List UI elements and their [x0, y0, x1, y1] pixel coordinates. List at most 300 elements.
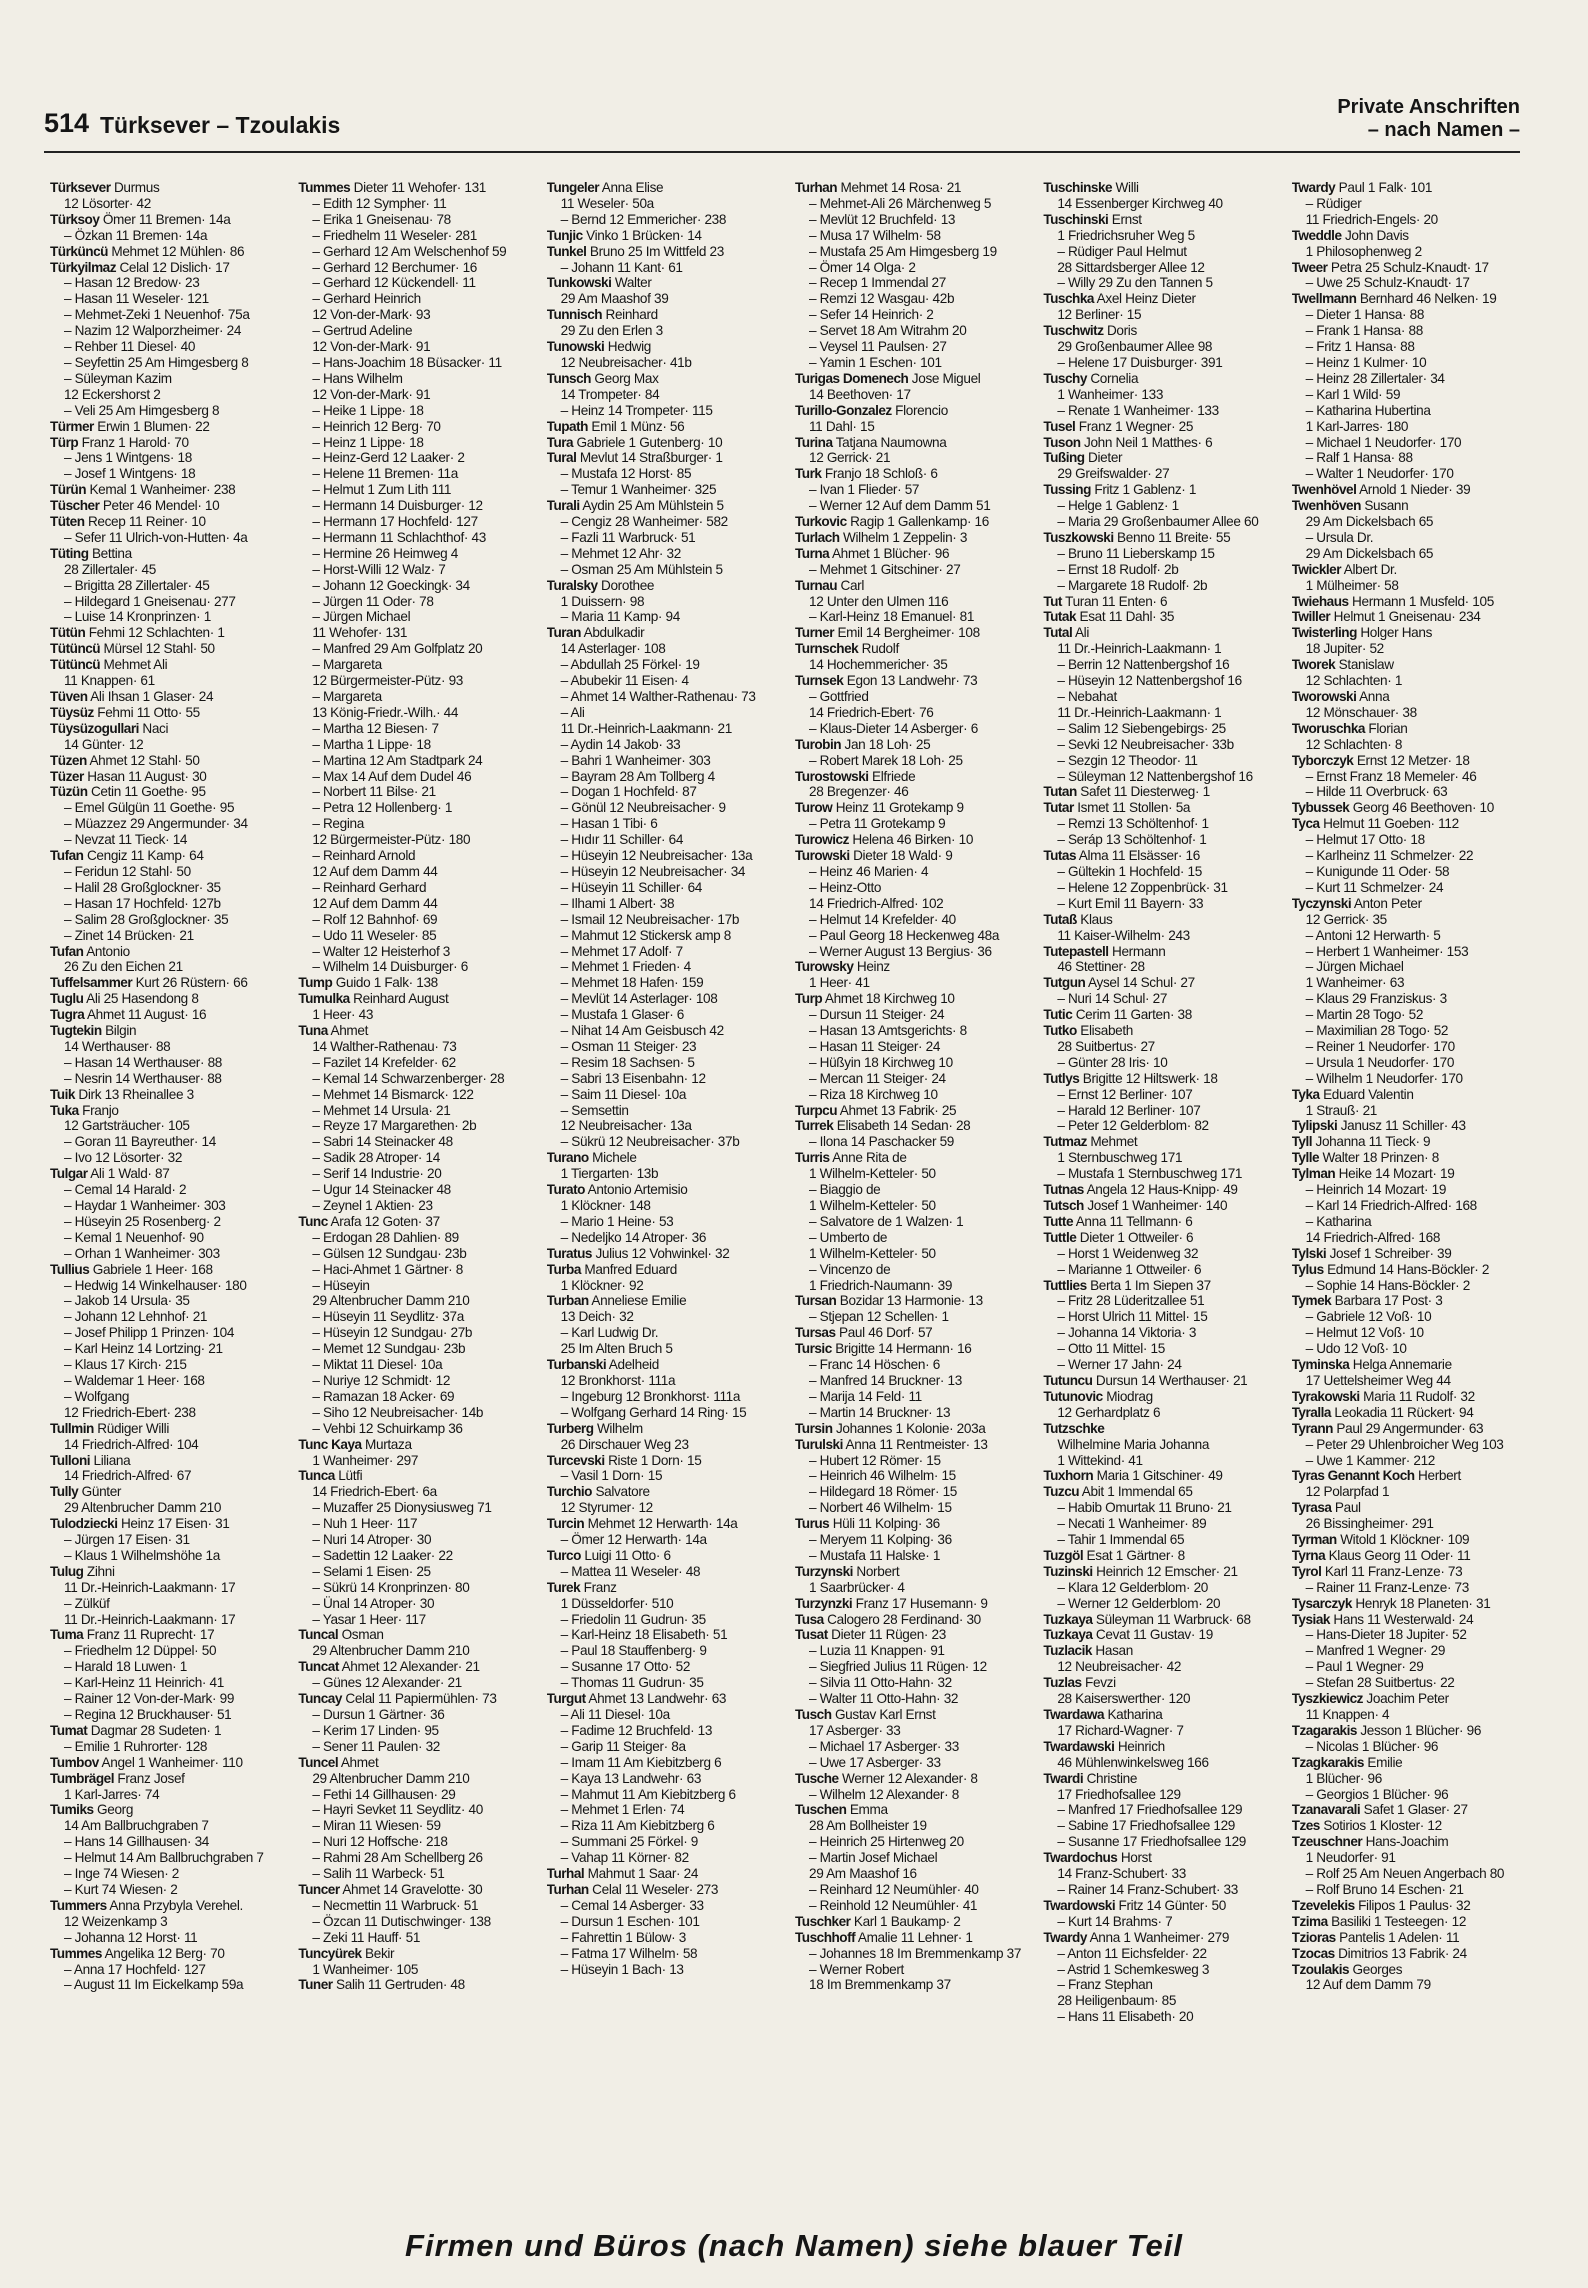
surname: Tzanavarali [1291, 1802, 1361, 1818]
entry-details: Johanna 11 Tieck· 9 [1315, 1134, 1431, 1150]
directory-entry [50, 1596, 288, 1612]
directory-entry [50, 1389, 288, 1405]
surname: Tworowski [1291, 689, 1357, 704]
surname: Tutar [1043, 800, 1074, 816]
entry-details: Heike 1 Lippe· 18 [322, 402, 424, 418]
directory-entry [1292, 371, 1530, 387]
directory-entry [50, 975, 288, 991]
directory-entry [50, 1580, 288, 1596]
directory-entry [795, 641, 1033, 657]
entry-details: 11 Knappen· 61 [64, 673, 155, 689]
repeat-dash: – [312, 1834, 323, 1850]
entry-details: Saim 11 Diesel· 10a [571, 1086, 687, 1102]
repeat-dash: – [1057, 2009, 1068, 2025]
entry-details: Günter 28 Iris· 10 [1067, 1054, 1168, 1070]
directory-entry [547, 275, 785, 291]
repeat-dash: – [312, 275, 323, 291]
entry-details: Zinet 14 Brücken· 21 [74, 927, 194, 943]
directory-entry [547, 1659, 785, 1675]
repeat-dash: – [808, 1532, 820, 1548]
repeat-dash: – [312, 1866, 323, 1882]
repeat-dash: – [312, 593, 323, 609]
surname: Tworek [1291, 657, 1336, 673]
entry-details: Anna [1359, 689, 1390, 704]
entry-details: Martin Josef Michael [819, 1850, 938, 1866]
repeat-dash: – [560, 1834, 572, 1850]
surname: Türmer [50, 418, 94, 434]
repeat-dash: – [1305, 1786, 1317, 1802]
surname: Twardowski [1043, 1897, 1116, 1913]
entry-details: Antonio Artemisio [587, 1182, 688, 1198]
entry-details: Ralf 1 Hansa· 88 [1316, 450, 1413, 466]
directory-entry [795, 912, 1033, 928]
entry-details: Ugur 14 Steinacker 48 [322, 1182, 451, 1198]
entry-details: Horst Ulrich 11 Mittel· 15 [1067, 1309, 1208, 1325]
directory-entry [1292, 260, 1530, 276]
directory-entry [547, 594, 785, 610]
surname: Tutan [1043, 784, 1077, 800]
surname: Tzevelekis [1291, 1897, 1355, 1913]
surname: Tuschen [794, 1802, 847, 1818]
entry-details: Klaus Georg 11 Oder· 11 [1328, 1547, 1471, 1563]
entry-details: Anna 11 Tellmann· 6 [1075, 1213, 1193, 1229]
entry-details: Anton 11 Eichsfelder· 22 [1067, 1945, 1207, 1961]
directory-entry [50, 371, 288, 387]
directory-entry [1043, 323, 1281, 339]
repeat-dash: – [1305, 307, 1317, 323]
entry-details: Henryk 18 Planeten· 31 [1355, 1595, 1491, 1611]
directory-entry [1043, 991, 1281, 1007]
surname: Turrek [794, 1118, 834, 1134]
directory-entry [1043, 482, 1281, 498]
directory-entry [1043, 1182, 1281, 1198]
directory-entry [547, 387, 785, 403]
directory-entry [298, 1309, 536, 1325]
directory-entry [795, 1437, 1033, 1453]
directory-entry [795, 1278, 1033, 1294]
repeat-dash: – [312, 243, 323, 259]
directory-entry [298, 1214, 536, 1230]
entry-details: Fehmi 11 Otto· 55 [97, 704, 200, 720]
repeat-dash: – [312, 1054, 323, 1070]
entry-details: Silvia 11 Otto-Hahn· 32 [819, 1675, 952, 1691]
directory-entry [50, 641, 288, 657]
directory-entry [50, 1882, 288, 1898]
surname: Turek [546, 1579, 581, 1595]
directory-entry [795, 1707, 1033, 1723]
directory-entry [547, 1166, 785, 1182]
repeat-dash: – [64, 1150, 75, 1166]
directory-entry [1043, 975, 1281, 991]
repeat-dash: – [560, 673, 571, 689]
surname: Twiehaus [1291, 593, 1349, 609]
surname: Tuncat [298, 1659, 339, 1675]
entry-details: Fritz 1 Gablenz· 1 [1094, 482, 1197, 498]
entry-details: Gottfried [819, 689, 869, 704]
directory-entry [1043, 1166, 1281, 1182]
surname: Tuszkowski [1043, 529, 1114, 545]
directory-entry [50, 1787, 288, 1803]
surname: Turali [546, 498, 580, 514]
surname: Tüzün [50, 784, 88, 800]
directory-entry [298, 1946, 536, 1962]
entry-details: 14 Friedrich-Alfred· 67 [64, 1468, 192, 1484]
repeat-dash: – [808, 1945, 820, 1961]
repeat-dash: – [64, 1357, 75, 1373]
directory-entry [795, 1977, 1033, 1993]
repeat-dash: – [560, 1611, 572, 1627]
surname: Twardy [1043, 1929, 1087, 1945]
directory-entry [1043, 1230, 1281, 1246]
entry-details: Werner 17 Jahn· 24 [1067, 1357, 1182, 1373]
directory-entry [1043, 1850, 1281, 1866]
entry-details: 1 Saarbrücker· 4 [808, 1579, 905, 1595]
entry-details: Arnold 1 Nieder· 39 [1359, 482, 1471, 498]
directory-entry [547, 1516, 785, 1532]
surname: Tworuschka [1291, 720, 1365, 736]
directory-entry [795, 705, 1033, 721]
directory-entry [298, 1262, 536, 1278]
entry-details: Salih 11 Warbeck· 51 [322, 1866, 445, 1882]
directory-entry [1043, 1930, 1281, 1946]
entry-details: Heinz 17 Eisen· 31 [120, 1516, 230, 1532]
directory-entry [547, 1230, 785, 1246]
entry-details: Ahmet 12 Stahl· 50 [89, 752, 200, 768]
directory-entry [547, 260, 785, 276]
directory-entry [1292, 1007, 1530, 1023]
directory-entry [1043, 737, 1281, 753]
entry-details: Mehmet [1090, 1134, 1138, 1150]
repeat-dash: – [560, 1468, 572, 1484]
directory-entry [795, 944, 1033, 960]
directory-entry [298, 323, 536, 339]
entry-details: Rainer 11 Franz-Lenze· 73 [1316, 1579, 1469, 1595]
entry-details: Recep 1 Immendal 27 [819, 275, 946, 291]
directory-entry [50, 1500, 288, 1516]
entry-details: Dirk 13 Rheinallee 3 [78, 1086, 194, 1102]
entry-details: Özcan 11 Dutischwinger· 138 [322, 1913, 491, 1929]
directory-entry [795, 1787, 1033, 1803]
surname: Tuzgöl [1043, 1547, 1084, 1563]
entry-details: Johanna 14 Viktoria· 3 [1067, 1325, 1197, 1341]
directory-entry [1292, 705, 1530, 721]
entry-details: Rehber 11 Diesel· 40 [74, 339, 196, 355]
surname: Türksever [50, 180, 111, 195]
entry-details: Süleyman 12 Nattenbergshof 16 [1067, 768, 1253, 784]
repeat-dash: – [64, 1070, 75, 1086]
entry-details: Petra 12 Hollenberg· 1 [322, 800, 453, 816]
repeat-dash: – [312, 1372, 323, 1388]
entry-details: Ahmet 11 August· 16 [86, 1007, 207, 1023]
directory-entry [1043, 450, 1281, 466]
entry-details: Helmut 1 Zum Lith 111 [322, 482, 452, 498]
surname: Tüven [50, 689, 88, 704]
entry-details: Hasan 14 Werthauser· 88 [74, 1054, 222, 1070]
directory-entry [795, 498, 1033, 514]
entry-details: Liliana [93, 1452, 131, 1468]
directory-entry [298, 1103, 536, 1119]
surname: Tuner [298, 1977, 333, 1993]
directory-entry [298, 1930, 536, 1946]
entry-details: Kurt 26 Rüstern· 66 [135, 975, 248, 991]
directory-entry [795, 291, 1033, 307]
repeat-dash: – [64, 1532, 75, 1548]
directory-entry [50, 1946, 288, 1962]
directory-entry [1292, 1278, 1530, 1294]
directory-entry [1043, 944, 1281, 960]
entry-details: Michele [592, 1150, 637, 1166]
directory-entry [547, 1421, 785, 1437]
directory-entry [298, 657, 536, 673]
repeat-dash: – [64, 609, 75, 625]
surname: Tullius [50, 1261, 90, 1277]
directory-entry [1043, 784, 1281, 800]
repeat-dash: – [560, 1388, 572, 1404]
entry-details: Nuri 12 Hoffsche· 218 [322, 1834, 448, 1850]
entry-details: Jürgen Michael [322, 609, 411, 625]
repeat-dash: – [64, 1977, 74, 1993]
repeat-dash: – [808, 1547, 820, 1563]
repeat-dash: – [808, 291, 820, 307]
entry-details: Ivan 1 Flieder· 57 [819, 482, 920, 498]
repeat-dash: – [312, 736, 323, 752]
repeat-dash: – [560, 1722, 572, 1738]
entry-details: 46 Stettiner· 28 [1057, 959, 1145, 975]
entry-details: Mehmet 1 Erlen· 74 [571, 1802, 685, 1818]
entry-details: Veli 25 Am Himgesberg 8 [74, 402, 220, 418]
directory-entry [50, 1453, 288, 1469]
repeat-dash: – [808, 927, 820, 943]
surname: Tuncer [298, 1881, 340, 1897]
entry-details: Gülsen 12 Sundgau· 23b [322, 1245, 467, 1261]
entry-details: Temur 1 Wanheimer· 325 [571, 482, 717, 498]
entry-details: Heike 14 Mozart· 19 [1338, 1166, 1455, 1182]
directory-entry [298, 1405, 536, 1421]
entry-details: 1 Wittekind· 41 [1057, 1452, 1143, 1468]
directory-entry [50, 1198, 288, 1214]
entry-details: 12 Gerhardplatz 6 [1057, 1404, 1161, 1420]
directory-entry [1292, 1850, 1530, 1866]
directory-entry [50, 1007, 288, 1023]
entry-details: Luigi 11 Otto· 6 [584, 1547, 671, 1563]
directory-entry [795, 1818, 1033, 1834]
directory-entry [50, 689, 288, 705]
entry-details: 1 Wilhelm-Ketteler· 50 [808, 1198, 936, 1213]
entry-details: Günes 12 Alexander· 21 [322, 1675, 462, 1691]
entry-details: Mehmet 14 Ursula· 21 [322, 1102, 451, 1118]
entry-details: Erdogan 28 Dahlien· 89 [322, 1229, 459, 1245]
directory-entry [547, 435, 785, 451]
repeat-dash: – [312, 641, 323, 657]
repeat-dash: – [64, 816, 75, 832]
directory-entry [1292, 1437, 1530, 1453]
surname: Tummes [50, 1945, 102, 1961]
entry-details: 1 Heer· 41 [808, 975, 870, 991]
entry-details: Stefan 28 Suitbertus· 22 [1316, 1675, 1455, 1691]
directory-entry [795, 1103, 1033, 1119]
directory-entry [1043, 1421, 1281, 1437]
entry-details: Mehmet 1 Frieden· 4 [571, 959, 691, 975]
entry-details: Jan 18 Loh· 25 [844, 736, 931, 752]
directory-entry [547, 1532, 785, 1548]
directory-entry [1292, 1421, 1530, 1437]
repeat-dash: – [1057, 577, 1068, 593]
directory-entry [1292, 1898, 1530, 1914]
entry-details: Klaus [1080, 911, 1113, 927]
directory-entry [1043, 753, 1281, 769]
entry-details: Martha 12 Biesen· 7 [322, 720, 439, 736]
directory-entry [795, 1214, 1033, 1230]
section-title-line-1: Private Anschriften [1337, 96, 1520, 118]
directory-entry [50, 1643, 288, 1659]
entry-details: Ali 11 Diesel· 10a [570, 1707, 670, 1722]
directory-entry [50, 387, 288, 403]
surname: Türp [50, 434, 79, 450]
entry-details: Franc 14 Höschen· 6 [819, 1357, 940, 1373]
directory-entry [1292, 832, 1530, 848]
directory-entry [1043, 419, 1281, 435]
surname: Turulski [794, 1436, 843, 1452]
repeat-dash: – [1305, 1277, 1317, 1293]
surname: Tuna [298, 1023, 328, 1039]
repeat-dash: – [808, 1738, 820, 1754]
directory-entry [1043, 1914, 1281, 1930]
entry-details: Ömer 12 Herwarth· 14a [571, 1532, 707, 1548]
surname: Turostowski [794, 768, 869, 784]
entry-details: 26 Zu den Eichen 21 [64, 959, 183, 975]
surname: Tyszkiewicz [1291, 1691, 1363, 1707]
directory-entry [547, 546, 785, 562]
repeat-dash: – [560, 689, 571, 704]
entry-details: Antonio [86, 943, 130, 959]
directory-entry [298, 1914, 536, 1930]
directory-entry [1043, 1198, 1281, 1214]
directory-entry [1043, 769, 1281, 785]
repeat-dash: – [560, 1404, 572, 1420]
entry-details: Ernst 12 Metzer· 18 [1356, 752, 1470, 768]
directory-entry [1292, 769, 1530, 785]
entry-details: Berta 1 Im Siepen 37 [1090, 1277, 1211, 1293]
entry-details: Elfriede [871, 768, 916, 784]
directory-entry [298, 1596, 536, 1612]
directory-entry [795, 1055, 1033, 1071]
entry-details: Bettina [91, 545, 132, 561]
repeat-dash: – [1057, 1500, 1068, 1516]
directory-entry [795, 180, 1033, 196]
repeat-dash: – [808, 227, 820, 243]
directory-entry [795, 482, 1033, 498]
directory-entry [1292, 562, 1530, 578]
entry-details: Dimitrios 13 Fabrik· 24 [1338, 1945, 1467, 1961]
repeat-dash: – [1057, 689, 1068, 704]
entry-details: 12 Weizenkamp 3 [64, 1913, 168, 1929]
directory-entry [795, 1691, 1033, 1707]
directory-entry [795, 1071, 1033, 1087]
entry-details: Johanna 12 Horst· 11 [74, 1929, 198, 1945]
entry-details: 1 Wilhelm-Ketteler· 50 [808, 1245, 936, 1261]
repeat-dash: – [808, 323, 820, 339]
directory-entry [298, 1325, 536, 1341]
directory-entry [298, 371, 536, 387]
repeat-dash: – [808, 720, 820, 736]
entry-details: Paul [1334, 1500, 1361, 1516]
entry-details: Axel Heinz Dieter [1096, 291, 1196, 307]
repeat-dash: – [1057, 1054, 1068, 1070]
directory-entry [1043, 1437, 1281, 1453]
repeat-dash: – [808, 1786, 820, 1802]
page-header [44, 92, 1520, 150]
entry-details: 11 Dr.-Heinrich-Laakmann· 17 [64, 1579, 236, 1595]
entry-details: Martin 28 Togo· 52 [1316, 1007, 1424, 1023]
surname: Turobin [794, 736, 842, 752]
entry-details: Zihni [86, 1563, 115, 1579]
directory-entry [50, 435, 288, 451]
directory-entry [50, 275, 288, 291]
repeat-dash: – [1057, 1532, 1068, 1548]
repeat-dash: – [312, 498, 323, 514]
entry-details: Hedwig 14 Winkelhauser· 180 [74, 1277, 247, 1293]
directory-entry [1043, 307, 1281, 323]
entry-details: Antoni 12 Herwarth· 5 [1315, 927, 1441, 943]
repeat-dash: – [808, 1261, 820, 1277]
directory-entry [795, 1516, 1033, 1532]
directory-entry [298, 1278, 536, 1294]
surname: Tusa [794, 1611, 824, 1627]
repeat-dash: – [312, 689, 323, 704]
entry-details: Bozidar 13 Harmonie· 13 [839, 1293, 983, 1309]
directory-entry [1292, 721, 1530, 737]
entry-details: Erwin 1 Blumen· 22 [97, 418, 210, 434]
entry-details: Werner 12 Gelderblom· 20 [1067, 1595, 1221, 1611]
repeat-dash: – [1305, 927, 1316, 943]
entry-details: Cerim 11 Garten· 38 [1075, 1007, 1192, 1023]
surname: Tugtekin [50, 1023, 102, 1039]
repeat-dash: – [1057, 768, 1068, 784]
surname: Tütüncü [50, 641, 101, 657]
repeat-dash: – [312, 1532, 323, 1548]
repeat-dash: – [64, 275, 75, 291]
directory-entry [298, 1087, 536, 1103]
directory-entry [298, 1198, 536, 1214]
directory-entry [1292, 1802, 1530, 1818]
entry-details: Ragip 1 Gallenkamp· 16 [850, 514, 989, 530]
surname: Turan [546, 625, 581, 641]
directory-entry [1292, 1866, 1530, 1882]
entry-details: Gerhard Heinrich [322, 291, 421, 307]
repeat-dash: – [560, 529, 572, 545]
surname: Twardy [1291, 180, 1336, 195]
entry-details: Doris [1106, 323, 1137, 339]
entry-details: Summani 25 Förkel· 9 [571, 1834, 699, 1850]
entry-details: 11 Weseler· 50a [560, 195, 654, 211]
surname: Tylus [1291, 1261, 1324, 1277]
entry-details: Ivo 12 Lösorter· 32 [74, 1150, 183, 1166]
directory-entry [298, 705, 536, 721]
directory-entry [1043, 1373, 1281, 1389]
directory-entry [547, 1405, 785, 1421]
entry-details: Franz 1 Harold· 70 [81, 434, 189, 450]
directory-entry [795, 1962, 1033, 1978]
entry-details: Jürgen 17 Eisen· 31 [74, 1532, 190, 1548]
entry-details: Cengiz 11 Kamp· 64 [86, 848, 204, 864]
entry-details: Heinz [856, 959, 890, 975]
repeat-dash: – [808, 307, 820, 323]
surname: Tunc Kaya [298, 1436, 362, 1452]
directory-entry [1292, 673, 1530, 689]
surname: Tüzen [50, 752, 87, 768]
repeat-dash: – [808, 1452, 820, 1468]
directory-entry [1043, 896, 1281, 912]
